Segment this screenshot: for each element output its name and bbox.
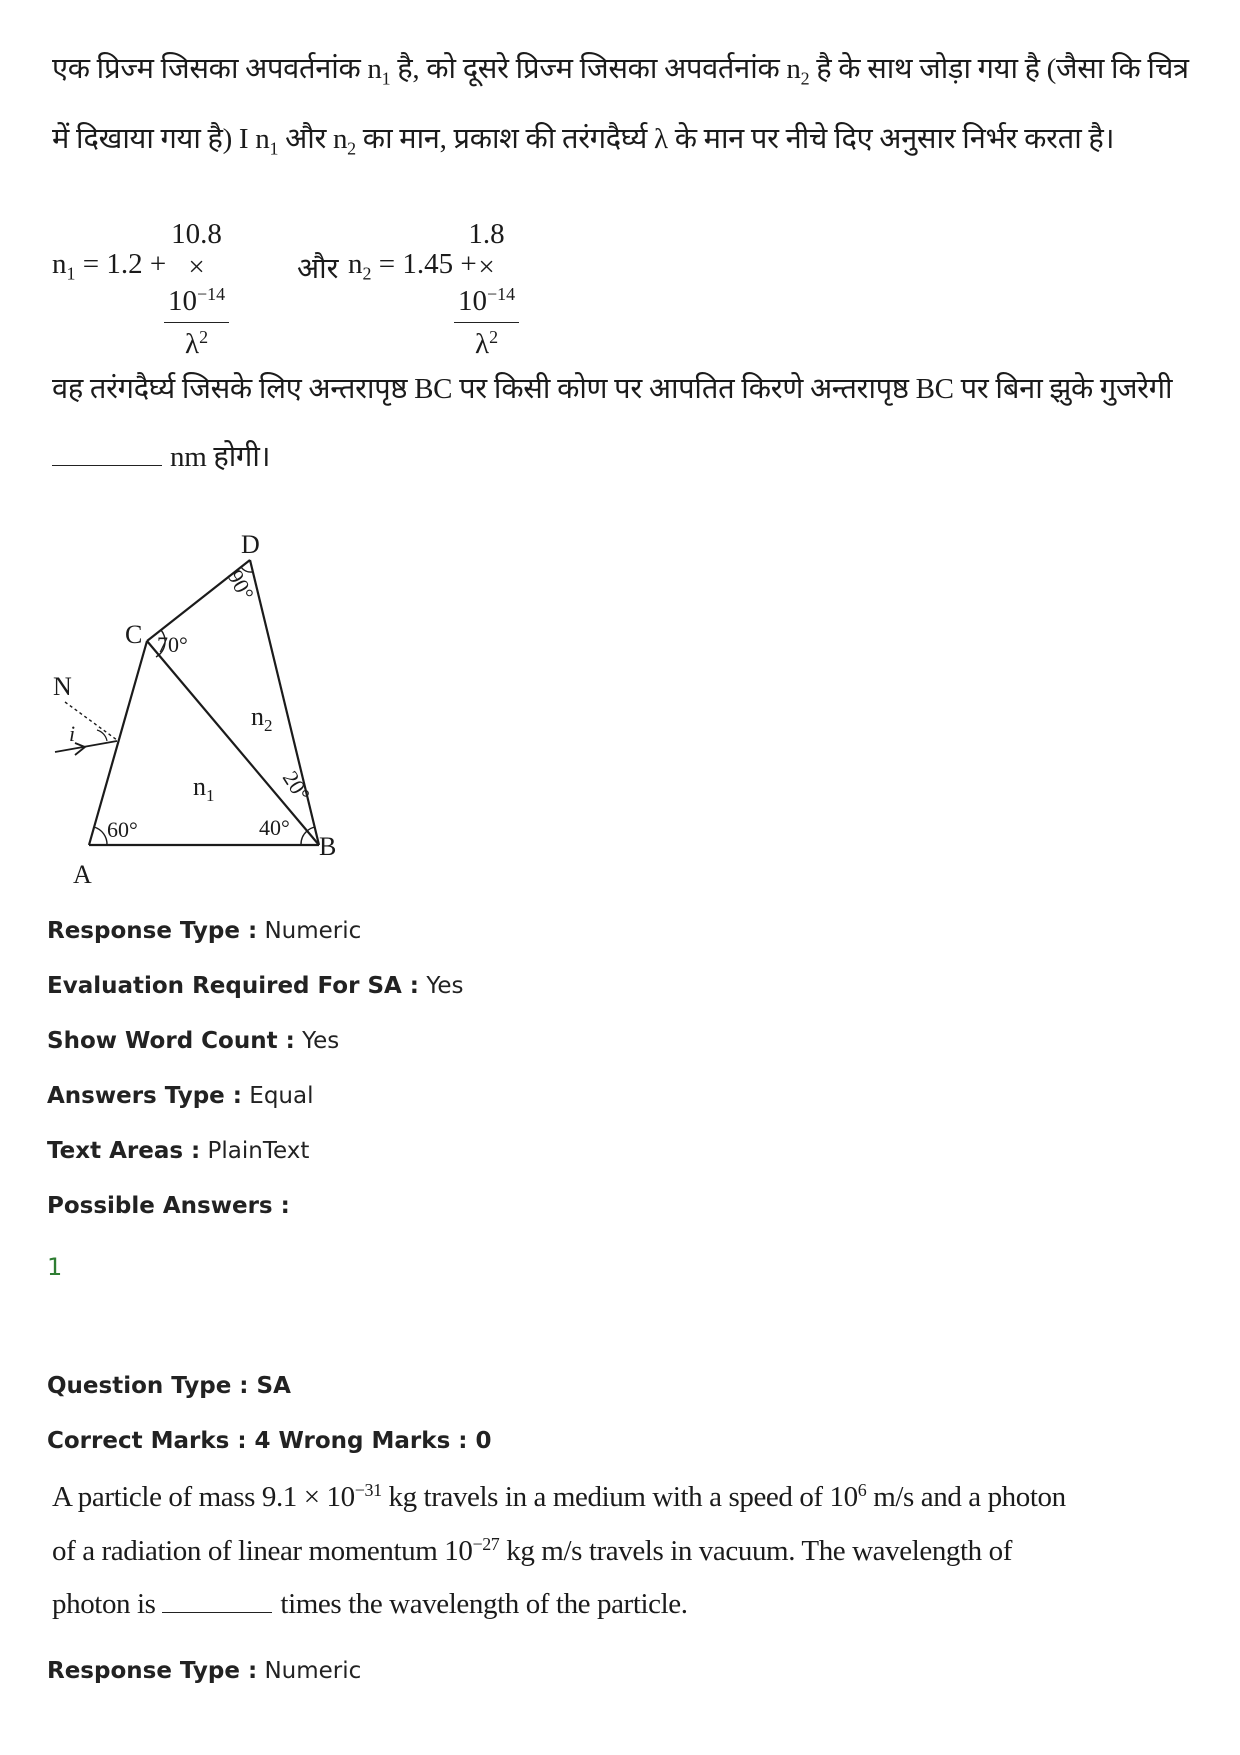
aur-text: और [297,253,339,285]
angle-label-40: 40° [259,815,290,840]
medium-n2-label [251,702,273,735]
n2-lambda: λ [475,327,490,360]
q2-line1-exp-1: −31 [354,1480,382,1500]
q1-line2-part-b: और n [278,123,348,155]
response-type-value: Numeric [264,918,362,944]
n2-numerator [454,218,519,323]
q2-line1-exp-2: 6 [857,1480,867,1500]
medium-n1-symbol: n [193,772,206,801]
incident-ray [55,741,117,755]
q2-line-1 [52,1480,1066,1514]
angle-label-20: 20° [277,766,316,806]
q2-line1-part-b: kg travels in a medium with a speed of 10 [381,1480,858,1513]
q1-line1-sub-1: 1 [381,68,391,89]
n2-constant: = 1.45 + [371,248,477,280]
q2-line2-part-a: of a radiation of linear momentum 10 [52,1534,473,1567]
q1-line2-part-c: का मान, प्रकाश की तरंगदैर्घ्य λ के मान पर नीचे दिए अनुसार निर्भर करता है। [355,123,1115,155]
q2-line3-part-b: times the wavelength of the particle. [280,1588,688,1620]
angle-label-60: 60° [107,817,138,842]
possible-answer-value: 1 [47,1253,63,1281]
n1-lhs [52,248,166,284]
label-c: C [125,620,143,649]
marks-row [47,1428,491,1454]
q2-answer-blank [162,1611,272,1613]
q2-line3-part-a: photon is [52,1588,156,1620]
q1-line-2 [52,118,1115,159]
prism-figure [45,515,365,895]
show-word-count-label: Show Word Count : [47,1028,295,1054]
q1-line1-part-b: है, को दूसरे प्रिज्म जिसका अपवर्तनांक n [390,53,801,85]
text-areas-label: Text Areas : [47,1138,201,1164]
q1-line2-part-a: में दिखाया गया है) I n [52,123,270,155]
q2-line2-part-b: kg m/s travels in vacuum. The wavelength of [499,1534,1012,1567]
q1-line2-sub-1: 1 [269,138,279,159]
response-type-row [47,918,361,944]
n1-fraction [164,218,229,361]
medium-n2-subscript: 2 [264,716,273,735]
text-areas-row [47,1138,309,1164]
arc-a [94,827,107,845]
n2-lambda-exponent: 2 [489,326,499,347]
n1-lambda-exponent: 2 [199,326,209,347]
q1-line1-part-a: एक प्रिज्म जिसका अपवर्तनांक n [52,53,382,85]
q1-line-3: वह तरंगदैर्घ्य जिसके लिए अन्तरापृष्ठ BC पर किसी कोण पर आपतित किरणे अन्तरापृष्ठ BC पर बिना झुके गुजरेगी [52,373,1173,405]
text-areas-value: PlainText [207,1138,310,1164]
n1-lambda: λ [185,327,200,360]
n1-numerator [164,218,229,323]
marks-text: Correct Marks : 4 Wrong Marks : 0 [47,1428,492,1454]
arc-b-40 [301,831,307,845]
response-type-value-2: Numeric [264,1658,362,1684]
medium-n1-subscript: 1 [206,786,215,805]
aur-word [297,248,339,287]
evaluation-required-label: Evaluation Required For SA : [47,973,420,999]
n1-constant: = 1.2 + [75,248,167,280]
q1-line1-part-c: है के साथ जोड़ा गया है (जैसा कि चित्र [809,53,1189,85]
question-type-text: Question Type : SA [47,1373,291,1399]
evaluation-required-row [47,973,463,999]
n1-subscript: 1 [66,263,76,284]
edge-ac [89,641,147,845]
response-type-label: Response Type : [47,918,258,944]
n2-symbol: n [348,248,363,280]
n2-denominator [454,323,519,361]
q1-line4-text: nm होगी। [170,441,271,473]
angle-label-90: 90° [222,565,260,605]
q2-line1-part-a: A particle of mass 9.1 × 10 [52,1480,355,1513]
label-i: i [69,721,76,746]
answers-type-label: Answers Type : [47,1083,242,1109]
medium-n1-label [193,772,215,805]
n2-num-text: 1.8 × 10 [458,218,505,317]
n2-fraction [454,218,519,361]
n2-subscript: 2 [362,263,372,284]
label-a: A [73,860,92,889]
n1-num-text: 10.8 × 10 [168,218,222,317]
q2-line1-part-c: m/s and a photon [866,1480,1066,1513]
answers-type-row [47,1083,314,1109]
n2-num-exponent: −14 [487,284,516,304]
medium-n2-symbol: n [251,702,264,731]
label-n: N [53,672,72,701]
q1-line2-sub-2: 2 [347,138,356,159]
n1-symbol: n [52,248,67,280]
arc-b-20 [307,827,315,831]
question-type-row [47,1373,291,1399]
n1-num-exponent: −14 [197,284,226,304]
prism-outline [89,560,319,845]
label-b: B [319,832,337,861]
show-word-count-value: Yes [302,1028,340,1054]
q2-line-2 [52,1534,1012,1568]
q2-line-3 [52,1588,688,1621]
n1-denominator [164,323,229,361]
q1-line1-sub-2: 2 [800,68,810,89]
response-type-row-2 [47,1658,361,1684]
show-word-count-row [47,1028,339,1054]
possible-answers-row [47,1193,290,1219]
response-type-label-2: Response Type : [47,1658,258,1684]
evaluation-required-value: Yes [426,973,464,999]
angle-arcs [94,567,315,845]
possible-answers-label: Possible Answers : [47,1193,290,1219]
answer-blank [52,464,162,466]
q1-line-1 [52,48,1189,89]
answers-type-value: Equal [249,1083,314,1109]
label-d: D [241,530,260,559]
angle-label-70: 70° [157,632,188,657]
q2-line2-exp: −27 [472,1534,500,1554]
q1-line-4 [52,436,952,475]
